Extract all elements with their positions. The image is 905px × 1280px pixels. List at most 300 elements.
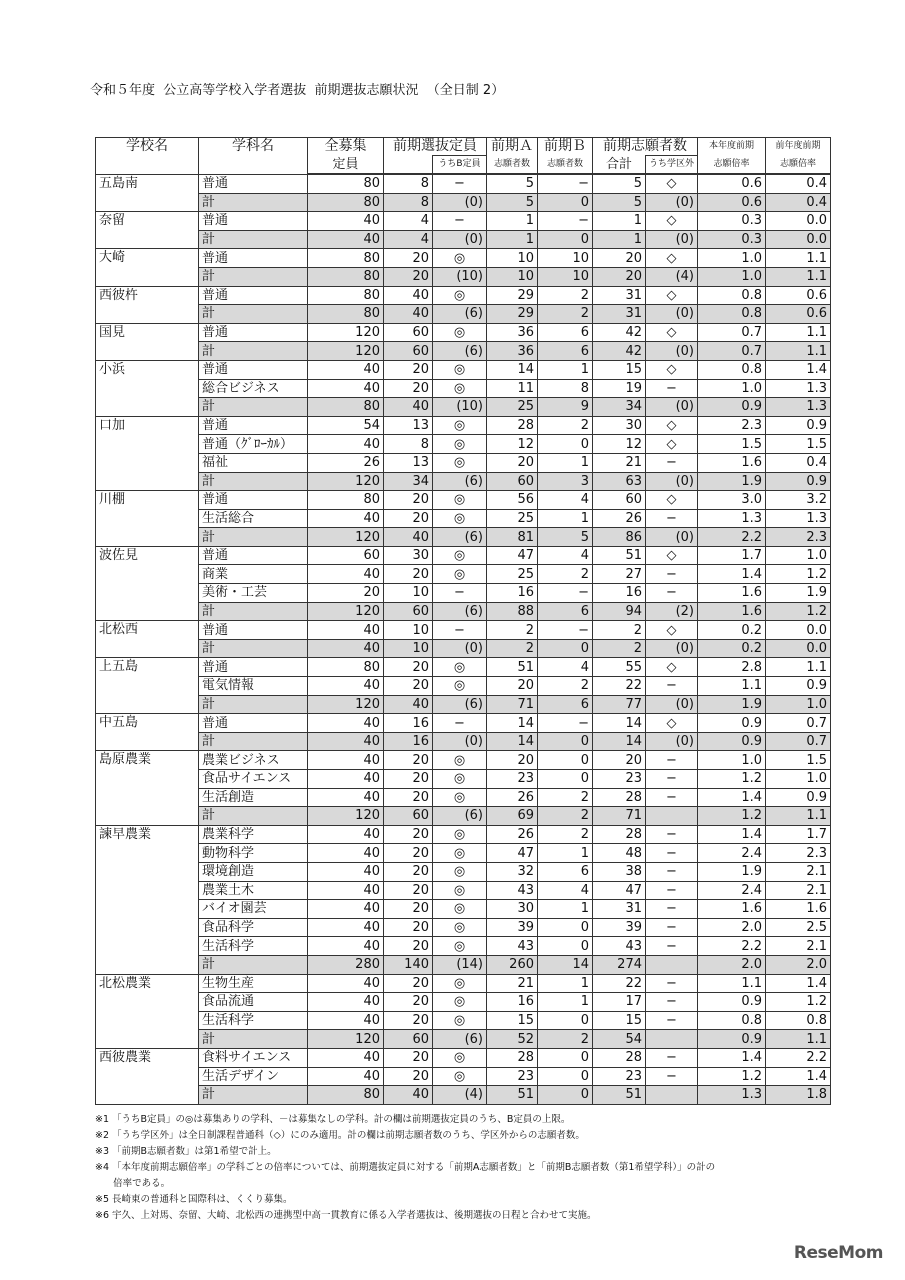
cell-rate: 2.0 <box>698 918 766 937</box>
cell-zenki-teiin: 20 <box>384 844 433 863</box>
cell-prev-rate: 1.5 <box>766 435 831 454</box>
footnote: ※6 宇久、上対馬、奈留、大崎、北松西の連携型中高一貫教育に係る入学者選抜は、後期選抜の日程と合わせて実施。 <box>95 1210 597 1221</box>
cell-outside: (0) <box>646 695 698 714</box>
header-rate-sub: 志願倍率 <box>698 156 766 175</box>
cell-dept: 生活創造 <box>199 788 308 807</box>
cell-b-teiin: (6) <box>433 807 487 826</box>
cell-prev-rate: 1.0 <box>766 695 831 714</box>
cell-zenki-teiin: 40 <box>384 528 433 547</box>
cell-b-teiin: (6) <box>433 528 487 547</box>
cell-capacity: 80 <box>308 174 384 193</box>
cell-rate: 0.9 <box>698 993 766 1012</box>
page-title: 令和５年度 公立高等学校入学者選抜 前期選抜志願状況 （全日制 2） <box>90 83 505 98</box>
cell-dept: 普通 <box>199 249 308 268</box>
cell-dept: 動物科学 <box>199 844 308 863</box>
cell-b-applicants: 1 <box>538 974 593 993</box>
cell-capacity: 40 <box>308 509 384 528</box>
cell-zenki-teiin: 20 <box>384 751 433 770</box>
cell-b-applicants: 4 <box>538 546 593 565</box>
cell-zenki-teiin: 60 <box>384 342 433 361</box>
cell-dept: 食品科学 <box>199 918 308 937</box>
cell-rate: 1.9 <box>698 862 766 881</box>
header-rate: 本年度前期 <box>698 138 766 156</box>
cell-a-applicants: 29 <box>487 286 538 305</box>
cell-rate: 0.8 <box>698 305 766 324</box>
cell-zenki-teiin: 40 <box>384 398 433 417</box>
cell-capacity: 40 <box>308 621 384 640</box>
cell-a-applicants: 20 <box>487 677 538 696</box>
cell-a-applicants: 43 <box>487 937 538 956</box>
cell-zenki-teiin: 20 <box>384 509 433 528</box>
cell-total-applicants: 48 <box>593 844 646 863</box>
cell-capacity: 40 <box>308 732 384 751</box>
cell-prev-rate: 1.1 <box>766 807 831 826</box>
cell-b-applicants: 0 <box>538 193 593 212</box>
cell-a-applicants: 5 <box>487 174 538 193</box>
cell-a-applicants: 36 <box>487 342 538 361</box>
cell-capacity: 40 <box>308 435 384 454</box>
cell-b-applicants: 14 <box>538 955 593 974</box>
cell-b-teiin: (6) <box>433 695 487 714</box>
header-outside: うち学区外 <box>646 156 698 175</box>
cell-b-teiin: ◎ <box>433 788 487 807</box>
cell-b-applicants: 1 <box>538 453 593 472</box>
cell-a-applicants: 10 <box>487 267 538 286</box>
cell-dept: 普通 <box>199 546 308 565</box>
cell-rate: 1.1 <box>698 677 766 696</box>
cell-capacity: 120 <box>308 472 384 491</box>
cell-outside: − <box>646 1048 698 1067</box>
cell-b-teiin: ◎ <box>433 249 487 268</box>
table-row <box>96 621 831 640</box>
cell-b-teiin: (0) <box>433 732 487 751</box>
cell-total-applicants: 28 <box>593 788 646 807</box>
cell-prev-rate: 0.8 <box>766 1011 831 1030</box>
cell-prev-rate: 1.2 <box>766 993 831 1012</box>
cell-prev-rate: 1.3 <box>766 379 831 398</box>
cell-capacity: 80 <box>308 491 384 510</box>
cell-b-teiin: ◎ <box>433 937 487 956</box>
cell-b-applicants: 2 <box>538 825 593 844</box>
cell-total-applicants: 31 <box>593 900 646 919</box>
table-row <box>96 379 831 398</box>
cell-total-applicants: 1 <box>593 212 646 231</box>
footnote: ※3 「前期B志願者数」は第1希望で計上。 <box>95 1146 277 1157</box>
school-name: 西彼農業 <box>96 1048 199 1104</box>
school-name: 中五島 <box>96 714 199 751</box>
cell-capacity: 60 <box>308 546 384 565</box>
cell-a-applicants: 16 <box>487 993 538 1012</box>
cell-a-applicants: 88 <box>487 602 538 621</box>
cell-rate: 0.8 <box>698 1011 766 1030</box>
cell-prev-rate: 0.6 <box>766 286 831 305</box>
cell-prev-rate: 1.4 <box>766 974 831 993</box>
cell-zenki-teiin: 20 <box>384 900 433 919</box>
cell-a-applicants: 20 <box>487 751 538 770</box>
cell-total-applicants: 54 <box>593 1030 646 1049</box>
footnote: 倍率である。 <box>95 1178 171 1189</box>
cell-rate: 0.9 <box>698 732 766 751</box>
cell-total-applicants: 38 <box>593 862 646 881</box>
cell-dept: 計 <box>199 732 308 751</box>
cell-b-applicants: 0 <box>538 1067 593 1086</box>
school-name: 五島南 <box>96 174 199 212</box>
cell-b-applicants: 0 <box>538 770 593 789</box>
cell-outside: ◇ <box>646 621 698 640</box>
cell-total-applicants: 47 <box>593 881 646 900</box>
cell-outside <box>646 955 698 974</box>
cell-zenki-teiin: 60 <box>384 807 433 826</box>
cell-prev-rate: 1.1 <box>766 267 831 286</box>
header-prev: 前年度前期 <box>766 138 831 156</box>
cell-zenki-teiin: 20 <box>384 993 433 1012</box>
cell-rate: 1.1 <box>698 974 766 993</box>
cell-outside: − <box>646 974 698 993</box>
cell-rate: 0.6 <box>698 193 766 212</box>
school-name: 奈留 <box>96 212 199 249</box>
table-row-total <box>96 472 831 491</box>
cell-total-applicants: 27 <box>593 565 646 584</box>
cell-b-teiin: ◎ <box>433 491 487 510</box>
cell-b-teiin: (10) <box>433 398 487 417</box>
cell-capacity: 80 <box>308 249 384 268</box>
cell-prev-rate: 1.9 <box>766 584 831 603</box>
cell-capacity: 40 <box>308 788 384 807</box>
cell-total-applicants: 77 <box>593 695 646 714</box>
cell-total-applicants: 42 <box>593 342 646 361</box>
cell-a-applicants: 25 <box>487 398 538 417</box>
table-row-total <box>96 807 831 826</box>
cell-capacity: 120 <box>308 1030 384 1049</box>
cell-a-applicants: 30 <box>487 900 538 919</box>
cell-a-applicants: 43 <box>487 881 538 900</box>
table-row <box>96 788 831 807</box>
cell-prev-rate: 0.0 <box>766 212 831 231</box>
cell-b-applicants: 9 <box>538 398 593 417</box>
cell-a-applicants: 47 <box>487 844 538 863</box>
table-row-total <box>96 305 831 324</box>
cell-a-applicants: 51 <box>487 1086 538 1105</box>
cell-outside: ◇ <box>646 286 698 305</box>
cell-b-teiin: ◎ <box>433 844 487 863</box>
cell-capacity: 40 <box>308 844 384 863</box>
cell-prev-rate: 1.0 <box>766 546 831 565</box>
cell-prev-rate: 0.9 <box>766 788 831 807</box>
cell-total-applicants: 2 <box>593 621 646 640</box>
cell-zenki-teiin: 20 <box>384 565 433 584</box>
cell-b-teiin: − <box>433 174 487 193</box>
table-row <box>96 360 831 379</box>
cell-rate: 0.3 <box>698 230 766 249</box>
cell-zenki-teiin: 4 <box>384 212 433 231</box>
cell-dept: 普通 <box>199 286 308 305</box>
cell-dept: 計 <box>199 955 308 974</box>
table-row <box>96 584 831 603</box>
cell-rate: 1.5 <box>698 435 766 454</box>
cell-prev-rate: 0.0 <box>766 230 831 249</box>
cell-prev-rate: 2.1 <box>766 937 831 956</box>
school-name: 西彼杵 <box>96 286 199 323</box>
school-name: 大崎 <box>96 249 199 286</box>
cell-a-applicants: 28 <box>487 416 538 435</box>
cell-dept: 計 <box>199 305 308 324</box>
cell-rate: 0.9 <box>698 1030 766 1049</box>
cell-outside: − <box>646 1067 698 1086</box>
cell-capacity: 120 <box>308 602 384 621</box>
cell-b-teiin: − <box>433 212 487 231</box>
cell-total-applicants: 31 <box>593 305 646 324</box>
cell-rate: 2.3 <box>698 416 766 435</box>
cell-rate: 1.0 <box>698 249 766 268</box>
header-b-sub: 志願者数 <box>538 156 593 175</box>
cell-rate: 1.6 <box>698 584 766 603</box>
header-capacity-sub: 定員 <box>308 156 384 175</box>
cell-rate: 1.2 <box>698 807 766 826</box>
cell-a-applicants: 11 <box>487 379 538 398</box>
cell-zenki-teiin: 20 <box>384 918 433 937</box>
cell-b-teiin: ◎ <box>433 379 487 398</box>
cell-zenki-teiin: 20 <box>384 1048 433 1067</box>
header-dept: 学科名 <box>199 138 308 175</box>
table-row <box>96 546 831 565</box>
header-a: 前期Ａ <box>487 138 538 156</box>
cell-zenki-teiin: 13 <box>384 416 433 435</box>
cell-total-applicants: 20 <box>593 249 646 268</box>
table-row <box>96 714 831 733</box>
cell-outside: − <box>646 453 698 472</box>
cell-rate: 1.3 <box>698 509 766 528</box>
cell-outside: − <box>646 881 698 900</box>
table-row <box>96 323 831 342</box>
cell-outside: (0) <box>646 305 698 324</box>
cell-prev-rate: 0.4 <box>766 174 831 193</box>
table-row <box>96 974 831 993</box>
cell-capacity: 280 <box>308 955 384 974</box>
cell-dept: 計 <box>199 267 308 286</box>
cell-capacity: 40 <box>308 993 384 1012</box>
table-row <box>96 825 831 844</box>
cell-total-applicants: 15 <box>593 360 646 379</box>
cell-b-applicants: 10 <box>538 267 593 286</box>
cell-dept: 普通 <box>199 491 308 510</box>
header-a-sub: 志願者数 <box>487 156 538 175</box>
table-row <box>96 918 831 937</box>
cell-prev-rate: 1.1 <box>766 249 831 268</box>
cell-capacity: 40 <box>308 1048 384 1067</box>
cell-b-applicants: 0 <box>538 918 593 937</box>
cell-dept: 生物生産 <box>199 974 308 993</box>
cell-prev-rate: 1.1 <box>766 1030 831 1049</box>
cell-prev-rate: 0.9 <box>766 416 831 435</box>
cell-prev-rate: 0.6 <box>766 305 831 324</box>
cell-capacity: 40 <box>308 974 384 993</box>
cell-b-applicants: 4 <box>538 881 593 900</box>
cell-total-applicants: 63 <box>593 472 646 491</box>
cell-total-applicants: 23 <box>593 770 646 789</box>
cell-b-applicants: 6 <box>538 323 593 342</box>
cell-zenki-teiin: 20 <box>384 658 433 677</box>
cell-b-applicants: 0 <box>538 1086 593 1105</box>
cell-capacity: 26 <box>308 453 384 472</box>
cell-b-teiin: (4) <box>433 1086 487 1105</box>
cell-b-teiin: ◎ <box>433 1067 487 1086</box>
cell-total-applicants: 5 <box>593 193 646 212</box>
cell-total-applicants: 14 <box>593 714 646 733</box>
cell-capacity: 40 <box>308 937 384 956</box>
cell-a-applicants: 56 <box>487 491 538 510</box>
table-row <box>96 900 831 919</box>
cell-dept: 普通 <box>199 360 308 379</box>
cell-dept: 計 <box>199 695 308 714</box>
cell-dept: 総合ビジネス <box>199 379 308 398</box>
footnote: ※2 「うち学区外」は全日制課程普通科（◇）にのみ適用。計の欄は前期志願者数のうち、学区外からの志願者数。 <box>95 1130 585 1141</box>
cell-b-teiin: ◎ <box>433 453 487 472</box>
cell-a-applicants: 10 <box>487 249 538 268</box>
cell-b-teiin: (0) <box>433 639 487 658</box>
cell-capacity: 120 <box>308 342 384 361</box>
cell-b-applicants: 1 <box>538 360 593 379</box>
cell-total-applicants: 31 <box>593 286 646 305</box>
cell-capacity: 80 <box>308 286 384 305</box>
cell-a-applicants: 16 <box>487 584 538 603</box>
cell-b-applicants: 0 <box>538 937 593 956</box>
cell-total-applicants: 20 <box>593 751 646 770</box>
cell-rate: 0.6 <box>698 174 766 193</box>
school-name: 口加 <box>96 416 199 490</box>
cell-rate: 2.4 <box>698 844 766 863</box>
table-row <box>96 249 831 268</box>
cell-b-teiin: ◎ <box>433 435 487 454</box>
cell-a-applicants: 15 <box>487 1011 538 1030</box>
cell-outside: (0) <box>646 193 698 212</box>
cell-prev-rate: 2.1 <box>766 862 831 881</box>
cell-capacity: 40 <box>308 900 384 919</box>
table-row <box>96 658 831 677</box>
table-row-total <box>96 695 831 714</box>
cell-zenki-teiin: 60 <box>384 1030 433 1049</box>
cell-capacity: 40 <box>308 770 384 789</box>
cell-capacity: 40 <box>308 677 384 696</box>
cell-zenki-teiin: 40 <box>384 1086 433 1105</box>
cell-dept: 農業土木 <box>199 881 308 900</box>
cell-zenki-teiin: 8 <box>384 193 433 212</box>
cell-dept: 普通（ｸﾞﾛｰｶﾙ） <box>199 435 308 454</box>
cell-total-applicants: 86 <box>593 528 646 547</box>
cell-rate: 1.2 <box>698 1067 766 1086</box>
cell-dept: 美術・工芸 <box>199 584 308 603</box>
cell-b-applicants: − <box>538 621 593 640</box>
cell-zenki-teiin: 60 <box>384 602 433 621</box>
cell-outside: − <box>646 825 698 844</box>
cell-total-applicants: 274 <box>593 955 646 974</box>
cell-a-applicants: 71 <box>487 695 538 714</box>
cell-b-applicants: 0 <box>538 1048 593 1067</box>
cell-outside: ◇ <box>646 714 698 733</box>
cell-prev-rate: 2.3 <box>766 528 831 547</box>
cell-rate: 0.7 <box>698 342 766 361</box>
cell-zenki-teiin: 13 <box>384 453 433 472</box>
cell-outside: (0) <box>646 342 698 361</box>
cell-total-applicants: 15 <box>593 1011 646 1030</box>
cell-b-teiin: ◎ <box>433 286 487 305</box>
cell-outside <box>646 1086 698 1105</box>
cell-prev-rate: 1.7 <box>766 825 831 844</box>
cell-prev-rate: 1.1 <box>766 323 831 342</box>
table-row-total <box>96 342 831 361</box>
table-row-total <box>96 267 831 286</box>
table-row <box>96 862 831 881</box>
cell-b-applicants: − <box>538 212 593 231</box>
cell-outside: ◇ <box>646 416 698 435</box>
cell-zenki-teiin: 20 <box>384 677 433 696</box>
cell-outside: ◇ <box>646 249 698 268</box>
table-row <box>96 453 831 472</box>
table-row <box>96 509 831 528</box>
table-row <box>96 435 831 454</box>
cell-zenki-teiin: 40 <box>384 286 433 305</box>
cell-zenki-teiin: 20 <box>384 249 433 268</box>
cell-zenki-teiin: 20 <box>384 360 433 379</box>
cell-capacity: 40 <box>308 714 384 733</box>
cell-dept: 農業科学 <box>199 825 308 844</box>
cell-b-applicants: 1 <box>538 509 593 528</box>
cell-b-applicants: − <box>538 174 593 193</box>
cell-rate: 0.2 <box>698 639 766 658</box>
cell-b-applicants: 2 <box>538 416 593 435</box>
cell-capacity: 120 <box>308 695 384 714</box>
cell-b-teiin: − <box>433 621 487 640</box>
header-zenki-teiin: 前期選抜定員 <box>384 138 487 156</box>
cell-rate: 0.7 <box>698 323 766 342</box>
cell-rate: 2.0 <box>698 955 766 974</box>
cell-total-applicants: 2 <box>593 639 646 658</box>
cell-b-applicants: 2 <box>538 1030 593 1049</box>
cell-b-teiin: ◎ <box>433 1011 487 1030</box>
cell-b-teiin: (6) <box>433 1030 487 1049</box>
cell-prev-rate: 1.1 <box>766 658 831 677</box>
cell-b-applicants: 0 <box>538 639 593 658</box>
cell-outside: − <box>646 862 698 881</box>
cell-total-applicants: 51 <box>593 1086 646 1105</box>
cell-a-applicants: 60 <box>487 472 538 491</box>
cell-dept: 福祉 <box>199 453 308 472</box>
cell-total-applicants: 5 <box>593 174 646 193</box>
cell-rate: 1.0 <box>698 379 766 398</box>
cell-rate: 2.2 <box>698 937 766 956</box>
cell-zenki-teiin: 8 <box>384 174 433 193</box>
cell-b-applicants: 6 <box>538 342 593 361</box>
cell-a-applicants: 5 <box>487 193 538 212</box>
table-row <box>96 212 831 231</box>
cell-prev-rate: 1.3 <box>766 509 831 528</box>
cell-a-applicants: 39 <box>487 918 538 937</box>
cell-capacity: 80 <box>308 658 384 677</box>
cell-dept: 生活科学 <box>199 1011 308 1030</box>
cell-capacity: 40 <box>308 1011 384 1030</box>
header-school: 学校名 <box>96 138 199 175</box>
cell-zenki-teiin: 20 <box>384 1011 433 1030</box>
cell-capacity: 40 <box>308 918 384 937</box>
cell-outside: (0) <box>646 639 698 658</box>
cell-dept: バイオ園芸 <box>199 900 308 919</box>
header-capacity: 全募集 <box>308 138 384 156</box>
cell-dept: 普通 <box>199 174 308 193</box>
cell-total-applicants: 20 <box>593 267 646 286</box>
school-name: 上五島 <box>96 658 199 714</box>
table-row-total <box>96 398 831 417</box>
cell-a-applicants: 51 <box>487 658 538 677</box>
table-row <box>96 491 831 510</box>
